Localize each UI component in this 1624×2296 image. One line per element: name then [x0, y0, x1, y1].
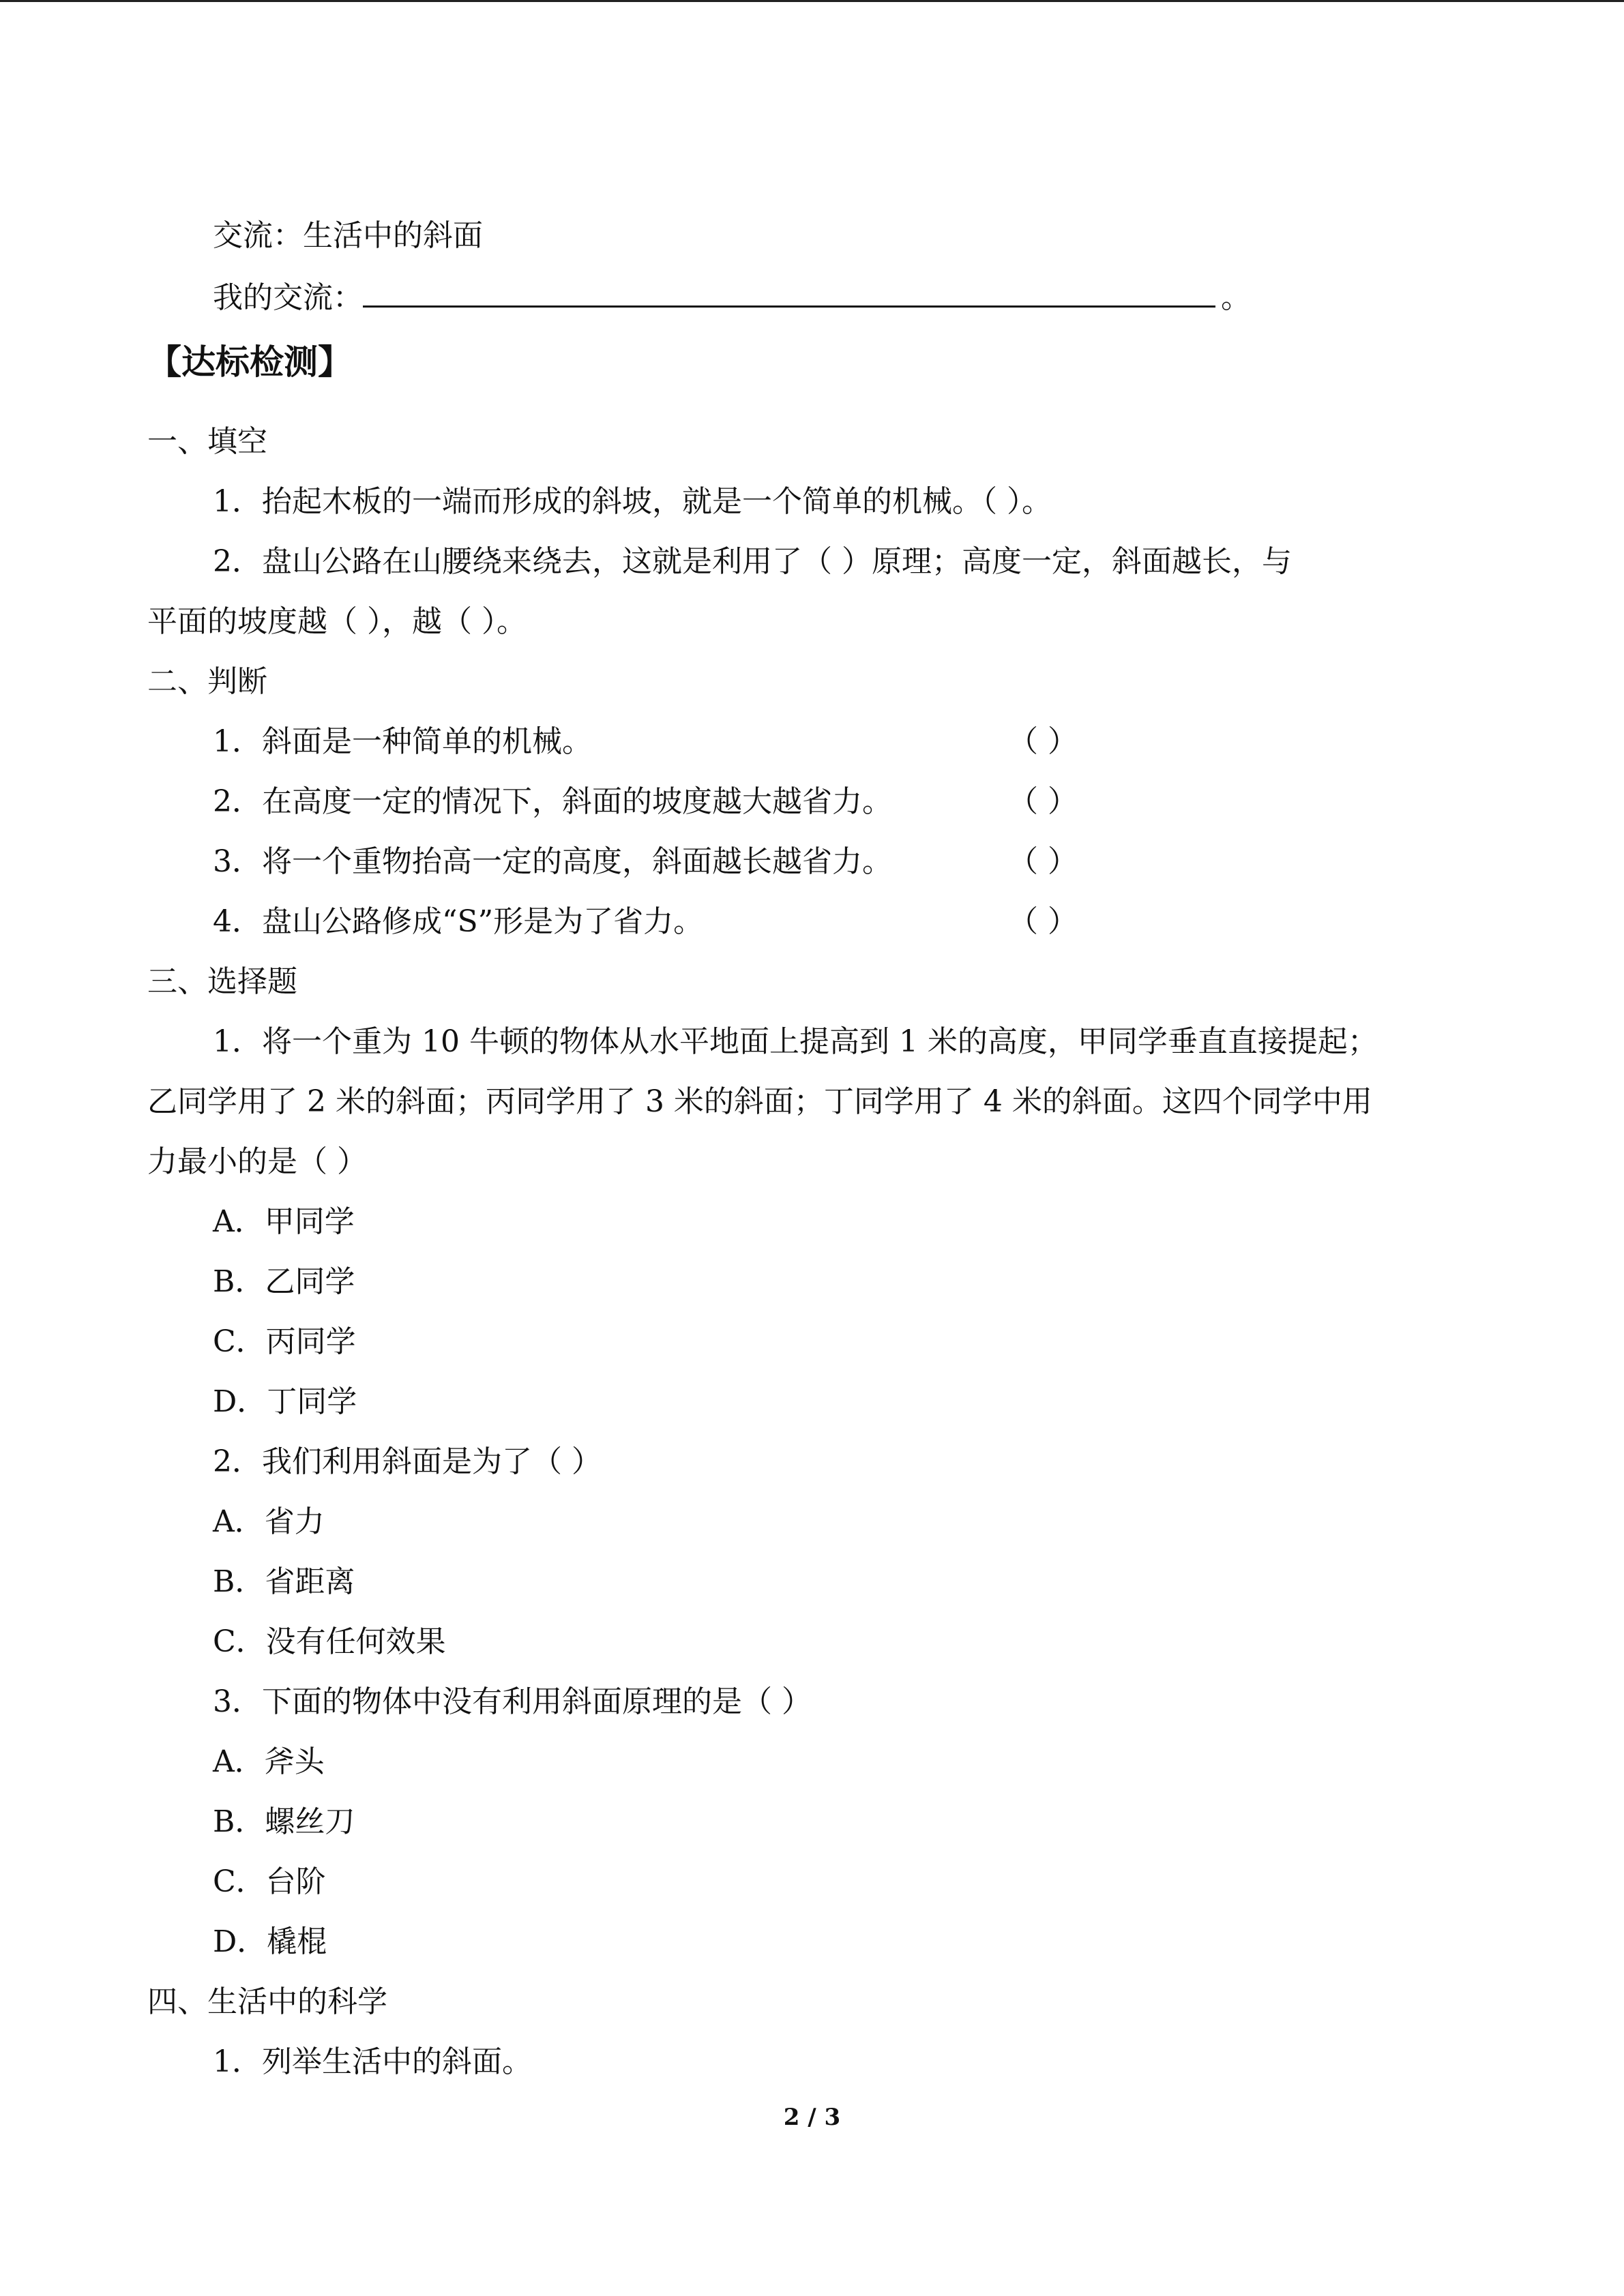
judge-item-4: 4．盘山公路修成“S”形是为了省力。 [213, 904, 704, 939]
choice-question-1-line-3: 力最小的是（ ） [147, 1144, 367, 1179]
choice-q1-option-a: A．甲同学 [213, 1204, 355, 1239]
choice-q1-option-c: C．丙同学 [213, 1324, 356, 1359]
my-exchange-label: 我的交流： [213, 280, 363, 315]
life-section-title: 四、生活中的科学 [147, 1984, 387, 2019]
choice-q2-option-a: A．省力 [213, 1504, 325, 1539]
my-exchange-line [213, 275, 1251, 318]
fill-question-2-line-1: 2．盘山公路在山腰绕来绕去，这就是利用了（ ）原理；高度一定，斜面越长，与 [213, 544, 1292, 579]
judge-item-3: 3．将一个重物抬高一定的高度，斜面越长越省力。 [213, 844, 892, 879]
choice-question-2: 2．我们利用斜面是为了（ ） [213, 1444, 602, 1479]
my-exchange-answer-blank[interactable] [363, 275, 1215, 308]
judge-item-2-answer[interactable]: （ ） [1008, 784, 1078, 819]
judge-item-3-answer[interactable]: （ ） [1008, 844, 1078, 879]
choice-section-title: 三、选择题 [147, 964, 297, 999]
choice-question-1-line-2: 乙同学用了 2 米的斜面；丙同学用了 3 米的斜面；丁同学用了 4 米的斜面。这四个同学中用 [147, 1084, 1372, 1119]
fill-question-1: 1．抬起木板的一端而形成的斜坡，就是一个简单的机械。（ ）。 [213, 484, 1052, 519]
judge-item-4-answer[interactable]: （ ） [1008, 904, 1078, 939]
exchange-title: 交流：生活中的斜面 [213, 218, 483, 253]
fill-question-2-line-2: 平面的坡度越（ ），越（ ）。 [147, 604, 527, 639]
choice-q3-option-a: A．斧头 [213, 1744, 325, 1779]
choice-q2-option-b: B．省距离 [213, 1564, 355, 1599]
choice-q1-option-d: D．丁同学 [213, 1384, 357, 1419]
page-top-border [0, 0, 1624, 2]
section-heading: 【达标检测】 [147, 342, 352, 382]
judge-section-title: 二、判断 [147, 664, 267, 699]
life-question-1: 1．列举生活中的斜面。 [213, 2044, 532, 2079]
judge-item-1: 1．斜面是一种简单的机械。 [213, 724, 592, 759]
choice-q3-option-d: D．橇棍 [213, 1924, 327, 1959]
choice-q2-option-c: C．没有任何效果 [213, 1624, 446, 1659]
my-exchange-end-mark: 。 [1221, 280, 1251, 315]
page-number: 2 / 3 [783, 2104, 841, 2131]
choice-question-1-line-1: 1．将一个重为 10 牛顿的物体从水平地面上提高到 1 米的高度，甲同学垂直直接提起； [213, 1024, 1378, 1059]
choice-question-3: 3．下面的物体中没有利用斜面原理的是（ ） [213, 1684, 812, 1719]
fill-section-title: 一、填空 [147, 424, 267, 459]
choice-q3-option-c: C．台阶 [213, 1864, 326, 1899]
judge-item-1-answer[interactable]: （ ） [1008, 724, 1078, 759]
choice-q3-option-b: B．螺丝刀 [213, 1804, 355, 1839]
judge-item-2: 2．在高度一定的情况下，斜面的坡度越大越省力。 [213, 784, 892, 819]
choice-q1-option-b: B．乙同学 [213, 1264, 355, 1299]
